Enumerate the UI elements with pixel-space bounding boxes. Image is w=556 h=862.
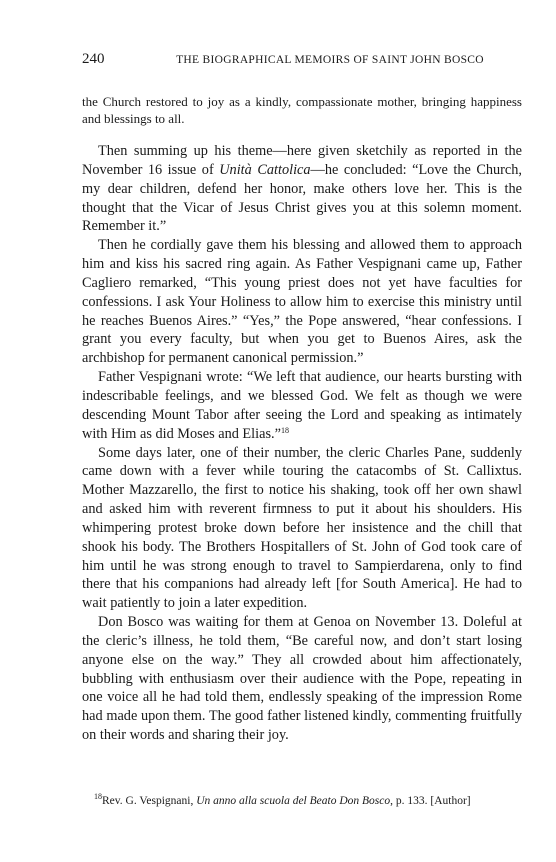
paragraph-3-text: Father Vespignani wrote: “We left that audience, our hearts bursting with indescribable feelings, and we blessed God. We felt as though we were descending Mount Tabor after seeing the Lord and speaking as intimately with Him as did Moses and Elias.”	[82, 369, 522, 442]
intro-paragraph: the Church restored to joy as a kindly, compassionate mother, bringing happiness and blessings to all.	[82, 94, 522, 126]
page-header	[82, 51, 516, 68]
footnote-book-title: Un anno alla scuola del Beato Don Bosco	[196, 795, 391, 807]
footnote-text: Rev. G. Vespignani,	[102, 795, 197, 807]
paragraph-3	[82, 368, 522, 443]
running-title: THE BIOGRAPHICAL MEMOIRS OF SAINT JOHN BOSCO	[176, 54, 484, 66]
footnote	[82, 794, 522, 808]
newspaper-title: Unità Cattolica	[219, 161, 311, 178]
paragraph-4: Some days later, one of their number, the cleric Charles Pane, suddenly came down with a fever while touring the catacombs of St. Callixtus. Mother Mazzarello, the first to notice his shaking, took off her own shawl and asked him with reverent firmness to put it about his shoulders. His whimpering protest broke down before her insistence and the chill that shook his body. The Brothers Hospitallers of St. John of God took care of him until he was strong enough to travel to Sampierdarena, only to find there that his companions had already left [for South America]. He had to wait patiently to join a later expedition.	[82, 444, 522, 612]
footnote-reference: 18	[280, 425, 289, 435]
paragraph-5: Don Bosco was waiting for them at Genoa on November 13. Doleful at the cleric’s illness, he told them, “Be careful now, and don’t start losing anyone else on the way.” They all crowded about him affectionately, bubbling with enthusiasm over their audience with the Pope, repeating in one voice all he had told them, endlessly speaking of the impression Rome had made upon them. The good father listened kindly, commenting fruitfully on their words and sharing their joy.	[82, 614, 522, 744]
page-number: 240	[82, 51, 105, 67]
paragraph-1-text-end: —he concluded: “Love the Church, my dear children, defend her honor, make others love her. This is the thought that the Vicar of Jesus Christ gives you at this solemn moment. Remember it.”	[82, 161, 522, 235]
paragraph-1-text: Then summing up his theme—here given sketchily as reported in the November 16 issue of	[82, 143, 522, 178]
footnote-marker: 18	[94, 792, 102, 801]
quote-continuation	[82, 93, 522, 127]
paragraph-2: Then he cordially gave them his blessing and allowed them to approach him and kiss his sacred ring again. As Father Vespignani came up, Father Cagliero remarked, “This young priest does not yet have faculties for confessions. I ask Your Holiness to allow him to exercise this ministry until he reaches Buenos Aires.” “Yes,” the Pope answered, “hear confessions. I grant you every faculty, but when you get to Buenos Aires, ask the archbishop for permanent canonical permission.”	[82, 237, 522, 367]
paragraph-1	[82, 142, 522, 236]
footnote-text-end: , p. 133. [Author]	[390, 795, 471, 807]
main-text	[82, 142, 522, 745]
